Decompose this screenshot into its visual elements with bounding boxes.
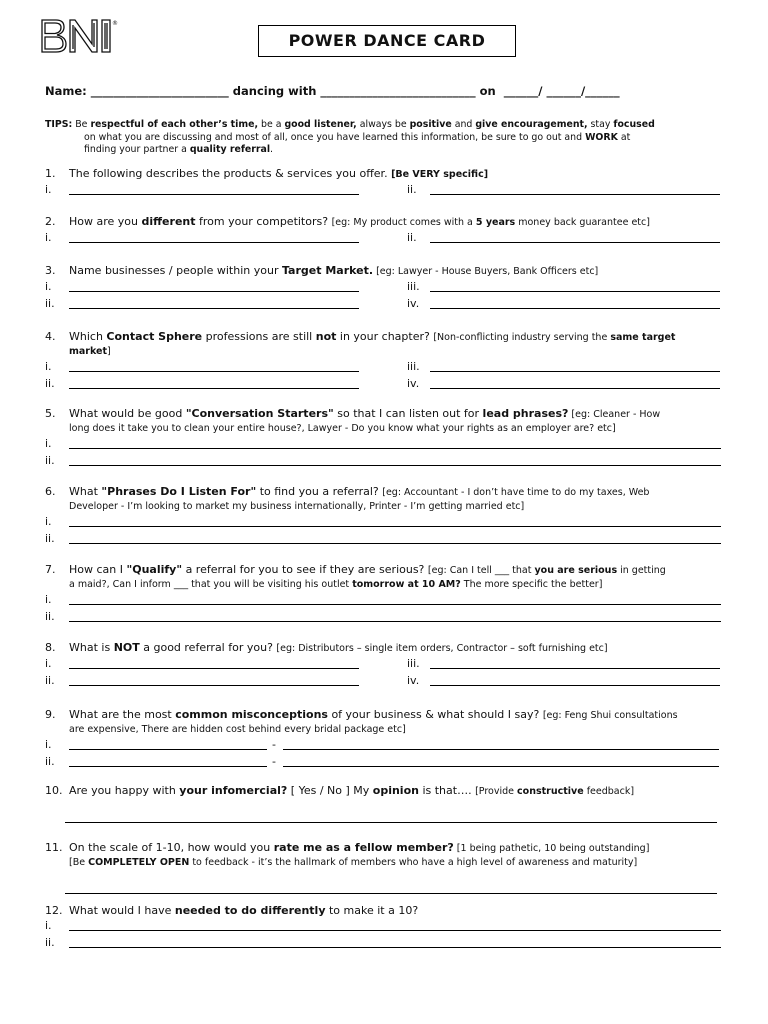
- answer-label: ii.: [45, 755, 55, 768]
- answer-label: ii.: [45, 610, 55, 623]
- text-run: [Non-conflicting industry serving the: [433, 332, 611, 343]
- text-run: different: [141, 215, 196, 228]
- text-run: constructive: [517, 786, 584, 797]
- text-run: to find you a referral?: [256, 485, 383, 498]
- answer-line[interactable]: [69, 930, 721, 931]
- question-8: [45, 641, 725, 689]
- text-run: [eg: Lawyer - House Buyers, Bank Officers etc]: [373, 266, 599, 277]
- text-run: Are you happy with: [69, 784, 180, 797]
- text-run: is that….: [418, 784, 476, 797]
- answer-label: ii.: [407, 183, 417, 196]
- answer-label: ii.: [407, 231, 417, 244]
- tips-line-1: [75, 119, 655, 130]
- answer-row: [45, 530, 725, 547]
- answer-label: ii.: [45, 532, 55, 545]
- answer-label: i.: [45, 919, 52, 932]
- answer-line[interactable]: [69, 242, 359, 243]
- text-run: [Provide: [475, 786, 518, 797]
- question-10: [45, 784, 725, 830]
- answer-line[interactable]: [69, 749, 267, 750]
- answer-label: ii.: [45, 297, 55, 310]
- answer-label: i.: [45, 593, 52, 606]
- answer-line[interactable]: [283, 766, 719, 767]
- question-number: 7.: [45, 563, 56, 576]
- text-run: How can I: [69, 563, 127, 576]
- answer-row: [45, 229, 725, 246]
- answer-line[interactable]: [69, 543, 721, 544]
- text-run: to feedback - it’s the hallmark of members who have a high level of awareness and maturity]: [189, 857, 638, 868]
- text-run: Target Market.: [281, 264, 374, 277]
- answer-line[interactable]: [430, 291, 720, 292]
- question-1: [45, 167, 725, 198]
- text-run: same target: [610, 332, 676, 343]
- answer-label: iii.: [407, 360, 420, 373]
- question-text: [45, 407, 725, 435]
- text-run: [eg: Can I tell ___ that: [427, 565, 535, 576]
- text-run: professions are still: [202, 330, 316, 343]
- text-run: The more specific the better]: [460, 579, 603, 590]
- answer-row: [45, 798, 725, 830]
- text-run: of your business & what should I say?: [327, 708, 543, 721]
- text-run: Be: [75, 119, 91, 130]
- text-run: quality referral: [189, 144, 271, 155]
- question-number: 8.: [45, 641, 56, 654]
- text-run: on what you are discussing and most of all, once you have learned this information, be sure to go out and: [84, 131, 586, 143]
- answer-label: i.: [45, 437, 52, 450]
- answer-line[interactable]: [69, 685, 359, 686]
- answer-line[interactable]: [430, 371, 720, 372]
- answer-label: i.: [45, 231, 52, 244]
- answer-label: ii.: [45, 936, 55, 949]
- question-text: [45, 641, 725, 655]
- question-number: 6.: [45, 485, 56, 498]
- text-run: What: [69, 485, 102, 498]
- answer-row: [45, 513, 725, 530]
- text-run: Name businesses / people within your: [69, 264, 282, 277]
- answer-row: [45, 358, 725, 375]
- question-12: [45, 904, 725, 951]
- answer-label: i.: [45, 657, 52, 670]
- text-run: opinion: [372, 784, 419, 797]
- answer-label: iii.: [407, 657, 420, 670]
- text-run: your infomercial?: [179, 784, 288, 797]
- question-text: [45, 904, 725, 917]
- question-3: [45, 264, 725, 312]
- text-run: positive: [409, 119, 452, 130]
- question-6: [45, 485, 725, 547]
- answer-dash: -: [272, 755, 276, 768]
- text-run: Which: [69, 330, 107, 343]
- answer-row: [45, 869, 725, 901]
- question-text: [45, 563, 725, 591]
- answer-line[interactable]: [430, 685, 720, 686]
- text-run: "Phrases Do I Listen For": [101, 485, 257, 498]
- answer-label: i.: [45, 183, 52, 196]
- tips-line-3: [45, 144, 723, 157]
- question-text: [45, 215, 725, 229]
- question-2: [45, 215, 725, 246]
- text-run: 5 years: [475, 217, 516, 228]
- text-run: "Qualify": [126, 563, 183, 576]
- answer-line[interactable]: [69, 526, 721, 527]
- text-run: respectful of each other’s time,: [90, 119, 259, 130]
- text-run: [eg: Accountant - I don’t have time to do my taxes, Web: [382, 487, 650, 498]
- question-5: [45, 407, 725, 469]
- answer-line[interactable]: [69, 947, 721, 948]
- text-run: you are serious: [534, 565, 618, 576]
- text-run: COMPLETELY OPEN: [88, 857, 190, 868]
- text-run: ]: [107, 346, 111, 357]
- text-run: good listener,: [284, 119, 357, 130]
- text-run: long does it take you to clean your entire house?, Lawyer - Do you know what your rights as an employer are? etc]: [69, 423, 616, 434]
- answer-label: ii.: [45, 454, 55, 467]
- answer-label: i.: [45, 280, 52, 293]
- answer-label: i.: [45, 360, 52, 373]
- answer-label: iv.: [407, 674, 420, 687]
- question-text: [45, 167, 725, 181]
- text-run: stay: [587, 119, 614, 130]
- text-run: [Be VERY specific]: [391, 169, 489, 180]
- text-run: How are you: [69, 215, 142, 228]
- text-run: a maid?, Can I inform ___ that you will be visiting his outlet: [69, 579, 353, 590]
- text-run: from your competitors?: [195, 215, 332, 228]
- name-line[interactable]: Name: ________________________ dancing with ___________________________ on ______/ ______/______: [45, 84, 620, 98]
- question-9: [45, 708, 725, 770]
- text-run: [1 being pathetic, 10 being outstanding]: [453, 843, 650, 854]
- text-run: [eg: My product comes with a: [331, 217, 476, 228]
- text-run: [ Yes / No ] My: [287, 784, 373, 797]
- question-number: 9.: [45, 708, 56, 721]
- bni-logo: [40, 16, 120, 56]
- text-run: in getting: [617, 565, 666, 576]
- text-run: be a: [258, 119, 285, 130]
- text-run: needed to do differently: [174, 904, 326, 917]
- answer-label: iii.: [407, 280, 420, 293]
- text-run: a good referral for you?: [139, 641, 277, 654]
- question-number: 12.: [45, 904, 63, 917]
- tips-label: TIPS:: [45, 119, 73, 130]
- text-run: finding your partner a: [84, 144, 190, 155]
- answer-line[interactable]: [65, 893, 717, 894]
- question-number: 3.: [45, 264, 56, 277]
- text-run: at: [617, 131, 631, 143]
- answer-row: [45, 435, 725, 452]
- text-run: [eg: Cleaner - How: [568, 409, 661, 420]
- answer-line[interactable]: [69, 308, 359, 309]
- text-run: [Be: [69, 857, 89, 868]
- answer-row: [45, 181, 725, 198]
- answer-row: [45, 295, 725, 312]
- tips: [45, 119, 723, 157]
- question-text: [45, 784, 725, 798]
- answer-row: [45, 608, 725, 625]
- question-number: 11.: [45, 841, 63, 854]
- question-number: 4.: [45, 330, 56, 343]
- answer-line[interactable]: [430, 388, 720, 389]
- answer-row: [45, 655, 725, 672]
- text-run: WORK: [585, 131, 618, 143]
- text-run: .: [270, 144, 274, 155]
- answer-row: [45, 934, 725, 951]
- text-run: "Conversation Starters": [185, 407, 334, 420]
- text-run: a referral for you to see if they are serious?: [182, 563, 428, 576]
- text-run: and: [451, 119, 476, 130]
- answer-line[interactable]: [65, 822, 717, 823]
- text-run: [eg: Distributors – single item orders, Contractor – soft furnishing etc]: [276, 643, 608, 654]
- text-run: NOT: [113, 641, 140, 654]
- answer-line[interactable]: [69, 291, 359, 292]
- answer-line[interactable]: [69, 371, 359, 372]
- answer-row: [45, 917, 725, 934]
- text-run: are expensive, There are hidden cost behind every bridal package etc]: [69, 724, 406, 735]
- question-text: [45, 841, 725, 869]
- answer-label: ii.: [45, 674, 55, 687]
- text-run: market: [69, 346, 108, 357]
- text-run: feedback]: [583, 786, 635, 797]
- answer-line[interactable]: [430, 194, 720, 195]
- text-run: to make it a 10?: [325, 904, 419, 917]
- answer-line[interactable]: [430, 668, 720, 669]
- answer-row: [45, 672, 725, 689]
- answer-line[interactable]: [69, 766, 267, 767]
- question-number: 5.: [45, 407, 56, 420]
- question-11: [45, 841, 725, 901]
- question-text: [45, 264, 725, 278]
- tips-line-2: [45, 132, 723, 145]
- answer-label: i.: [45, 738, 52, 751]
- answer-dash: -: [272, 738, 276, 751]
- text-run: lead phrases?: [482, 407, 569, 420]
- text-run: Developer - I’m looking to market my business internationally, Printer - I’m getting married etc]: [69, 501, 525, 512]
- question-text: [45, 708, 725, 736]
- answer-line[interactable]: [69, 668, 359, 669]
- answer-line[interactable]: [69, 194, 359, 195]
- answer-row: [45, 591, 725, 608]
- text-run: money back guarantee etc]: [515, 217, 650, 228]
- text-run: in your chapter?: [336, 330, 434, 343]
- text-run: What are the most: [69, 708, 176, 721]
- question-text: [45, 330, 725, 358]
- text-run: not: [315, 330, 337, 343]
- question-number: 2.: [45, 215, 56, 228]
- answer-line[interactable]: [69, 465, 721, 466]
- text-run: What is: [69, 641, 114, 654]
- text-run: [eg: Feng Shui consultations: [542, 710, 678, 721]
- answer-line[interactable]: [430, 308, 720, 309]
- page-title: POWER DANCE CARD: [258, 25, 516, 57]
- answer-row: [45, 452, 725, 469]
- answer-row: [45, 736, 725, 753]
- text-run: rate me as a fellow member?: [273, 841, 454, 854]
- text-run: On the scale of 1-10, how would you: [69, 841, 274, 854]
- answer-line[interactable]: [69, 448, 721, 449]
- text-run: Contact Sphere: [106, 330, 203, 343]
- text-run: focused: [613, 119, 655, 130]
- text-run: always be: [356, 119, 410, 130]
- answer-row: [45, 278, 725, 295]
- answer-line[interactable]: [69, 621, 721, 622]
- text-run: What would be good: [69, 407, 186, 420]
- answer-label: iv.: [407, 297, 420, 310]
- answer-label: ii.: [45, 377, 55, 390]
- text-run: common misconceptions: [175, 708, 328, 721]
- answer-line[interactable]: [283, 749, 719, 750]
- question-4: [45, 330, 725, 392]
- answer-label: i.: [45, 515, 52, 528]
- text-run: so that I can listen out for: [333, 407, 483, 420]
- text-run: give encouragement,: [475, 119, 588, 130]
- answer-row: [45, 753, 725, 770]
- answer-row: [45, 375, 725, 392]
- question-number: 1.: [45, 167, 56, 180]
- answer-line[interactable]: [69, 388, 359, 389]
- answer-line[interactable]: [69, 604, 721, 605]
- text-run: The following describes the products & services you offer.: [69, 167, 392, 180]
- text-run: tomorrow at 10 AM?: [352, 579, 461, 590]
- answer-label: iv.: [407, 377, 420, 390]
- svg-text:®: ®: [112, 20, 118, 27]
- text-run: What would I have: [69, 904, 175, 917]
- question-7: [45, 563, 725, 625]
- answer-line[interactable]: [430, 242, 720, 243]
- question-text: [45, 485, 725, 513]
- question-number: 10.: [45, 784, 63, 797]
